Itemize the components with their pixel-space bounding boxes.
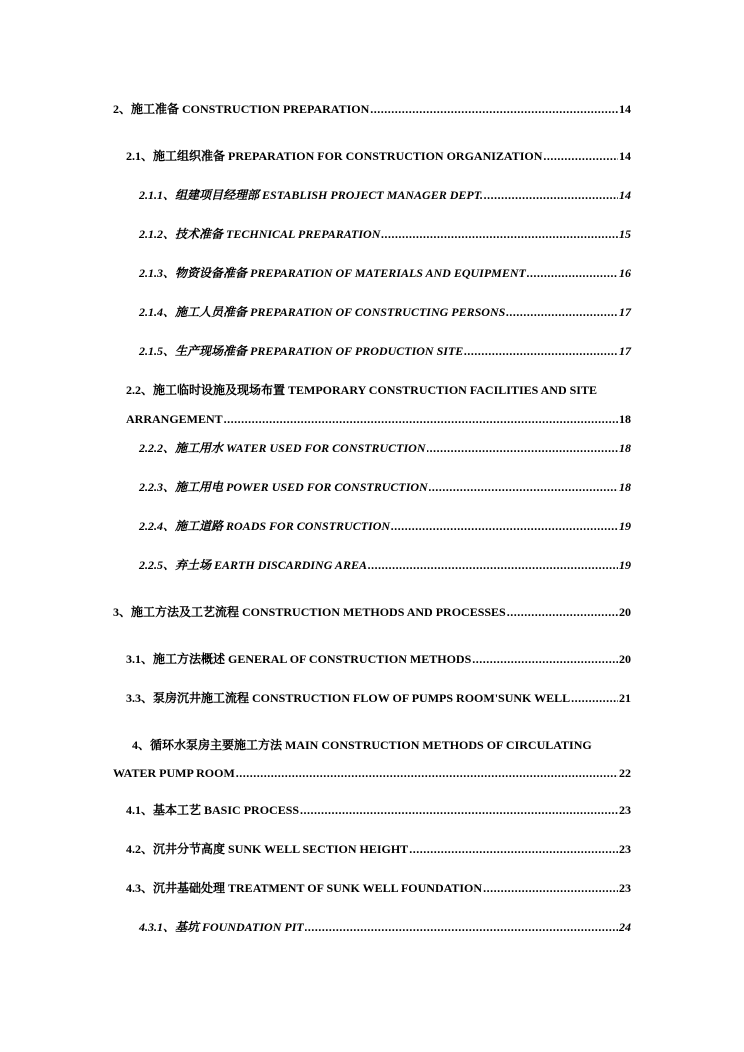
toc-entry-number: 4.3、 (126, 881, 154, 895)
toc-leader-dots (427, 440, 618, 456)
toc-entry[interactable] (113, 101, 631, 117)
toc-entry-number: 3、 (113, 605, 132, 619)
toc-entry-number: 4.1、 (126, 803, 154, 817)
toc-leader-dots (472, 651, 618, 667)
toc-leader-dots (429, 479, 618, 495)
toc-entry-title: 基坑 FOUNDATION PIT (175, 920, 304, 934)
toc-entry-page: 23 (619, 881, 631, 895)
toc-leader-dots (224, 411, 618, 427)
toc-entry[interactable] (113, 604, 631, 620)
toc-entry-page: 14 (619, 149, 631, 163)
toc-leader-dots (571, 690, 618, 706)
toc-leader-dots (391, 518, 618, 534)
toc-leader-dots (300, 802, 618, 818)
toc-entry-title: 施工用电 POWER USED FOR CONSTRUCTION (175, 480, 428, 494)
toc-entry-title: 施工道路 ROADS FOR CONSTRUCTION (175, 519, 391, 533)
toc-entry[interactable] (139, 557, 631, 573)
toc-entry-title: 生产现场准备 PREPARATION OF PRODUCTION SITE (175, 344, 464, 358)
toc-entry-page: 18 (619, 441, 631, 455)
toc-entry[interactable] (139, 479, 631, 495)
toc-entry[interactable] (139, 265, 631, 281)
toc-entry-first-line[interactable] (126, 382, 597, 398)
toc-entry-page: 18 (619, 480, 631, 494)
toc-entry-title-continued: ARRANGEMENT (126, 412, 223, 426)
toc-entry[interactable] (139, 187, 631, 203)
toc-entry-page: 23 (619, 842, 631, 856)
toc-entry-page: 22 (619, 766, 631, 780)
toc-entry[interactable] (139, 440, 631, 456)
toc-entry-title: 施工人员准备 PREPARATION OF CONSTRUCTING PERSONS (175, 305, 506, 319)
toc-entry-title: 施工组织准备 PREPARATION FOR CONSTRUCTION ORGANIZATION (153, 149, 543, 163)
toc-entry-page: 16 (619, 266, 631, 280)
toc-entry-page: 24 (619, 920, 631, 934)
toc-entry[interactable] (139, 343, 631, 359)
toc-entry-page: 20 (619, 652, 631, 666)
toc-entry-page: 15 (619, 227, 631, 241)
toc-entry[interactable] (126, 880, 631, 896)
toc-entry-title: 物资设备准备 PREPARATION OF MATERIALS AND EQUIPMENT (175, 266, 526, 280)
toc-entry-first-line[interactable] (132, 737, 592, 753)
toc-entry-title: 组建项目经理部 ESTABLISH PROJECT MANAGER DEPT. (175, 188, 483, 202)
toc-entry-number: 2.1.2、 (139, 227, 176, 241)
toc-leader-dots (409, 841, 618, 857)
toc-entry-number: 3.3、 (126, 691, 154, 705)
toc-entry-page: 19 (619, 519, 631, 533)
toc-leader-dots (236, 765, 618, 781)
toc-leader-dots (464, 343, 618, 359)
toc-leader-dots (381, 226, 618, 242)
toc-entry-number: 2.1、 (126, 149, 154, 163)
toc-entry-number: 4.3.1、 (139, 920, 176, 934)
toc-entry-page: 14 (619, 188, 631, 202)
toc-entry-page: 18 (619, 412, 631, 426)
toc-entry-page: 21 (619, 691, 631, 705)
toc-entry-title: 施工临时设施及现场布置 TEMPORARY CONSTRUCTION FACILITIES AND SITE (153, 383, 597, 397)
toc-entry-number: 2.2.2、 (139, 441, 176, 455)
toc-entry-number: 2.2.3、 (139, 480, 176, 494)
toc-entry-title: 施工用水 WATER USED FOR CONSTRUCTION (175, 441, 426, 455)
toc-entry[interactable] (126, 841, 631, 857)
toc-entry-number: 3.1、 (126, 652, 154, 666)
toc-entry-page: 17 (619, 305, 631, 319)
toc-entry-title: 施工方法及工艺流程 CONSTRUCTION METHODS AND PROCESSES (131, 605, 506, 619)
toc-entry-number: 4.2、 (126, 842, 154, 856)
toc-entry-title-continued: WATER PUMP ROOM (113, 766, 235, 780)
toc-entry-title: 沉井分节高度 SUNK WELL SECTION HEIGHT (153, 842, 409, 856)
toc-entry[interactable] (139, 304, 631, 320)
toc-entry-page: 20 (619, 605, 631, 619)
toc-entry-title: 循环水泵房主要施工方法 MAIN CONSTRUCTION METHODS OF CIRCULATING (150, 738, 592, 752)
toc-entry-number: 4、 (132, 738, 151, 752)
toc-entry[interactable] (126, 802, 631, 818)
toc-entry[interactable] (139, 518, 631, 534)
toc-entry-number: 2.1.4、 (139, 305, 176, 319)
toc-leader-dots (507, 604, 618, 620)
toc-leader-dots (368, 557, 618, 573)
toc-entry-title: 基本工艺 BASIC PROCESS (153, 803, 300, 817)
toc-entry[interactable] (139, 226, 631, 242)
toc-entry-title: 施工方法概述 GENERAL OF CONSTRUCTION METHODS (153, 652, 472, 666)
toc-entry-title: 技术准备 TECHNICAL PREPARATION (175, 227, 381, 241)
toc-entry-page: 17 (619, 344, 631, 358)
toc-entry[interactable] (126, 690, 631, 706)
toc-leader-dots (543, 148, 618, 164)
toc-entry-title: 泵房沉井施工流程 CONSTRUCTION FLOW OF PUMPS ROOM'SUNK WELL (153, 691, 571, 705)
toc-entry[interactable] (126, 411, 631, 427)
toc-leader-dots (370, 101, 618, 117)
toc-entry-number: 2.2.5、 (139, 558, 176, 572)
toc-entry-number: 2.1.5、 (139, 344, 176, 358)
toc-entry[interactable] (113, 765, 631, 781)
toc-entry-number: 2.1.3、 (139, 266, 176, 280)
toc-entry[interactable] (126, 148, 631, 164)
toc-leader-dots (305, 919, 618, 935)
toc-entry-number: 2.2.4、 (139, 519, 176, 533)
toc-entry-title: 弃土场 EARTH DISCARDING AREA (175, 558, 367, 572)
toc-entry[interactable] (139, 919, 631, 935)
toc-entry[interactable] (126, 651, 631, 667)
toc-leader-dots (527, 265, 618, 281)
toc-leader-dots (483, 880, 618, 896)
toc-entry-page: 14 (619, 102, 631, 116)
toc-entry-title: 施工准备 CONSTRUCTION PREPARATION (131, 102, 370, 116)
toc-entry-title: 沉井基础处理 TREATMENT OF SUNK WELL FOUNDATION (153, 881, 483, 895)
toc-entry-number: 2.1.1、 (139, 188, 176, 202)
toc-entry-page: 19 (619, 558, 631, 572)
toc-entry-number: 2.2、 (126, 383, 154, 397)
toc-entry-page: 23 (619, 803, 631, 817)
toc-entry-number: 2、 (113, 102, 132, 116)
toc-leader-dots (506, 304, 618, 320)
toc-leader-dots (484, 187, 618, 203)
